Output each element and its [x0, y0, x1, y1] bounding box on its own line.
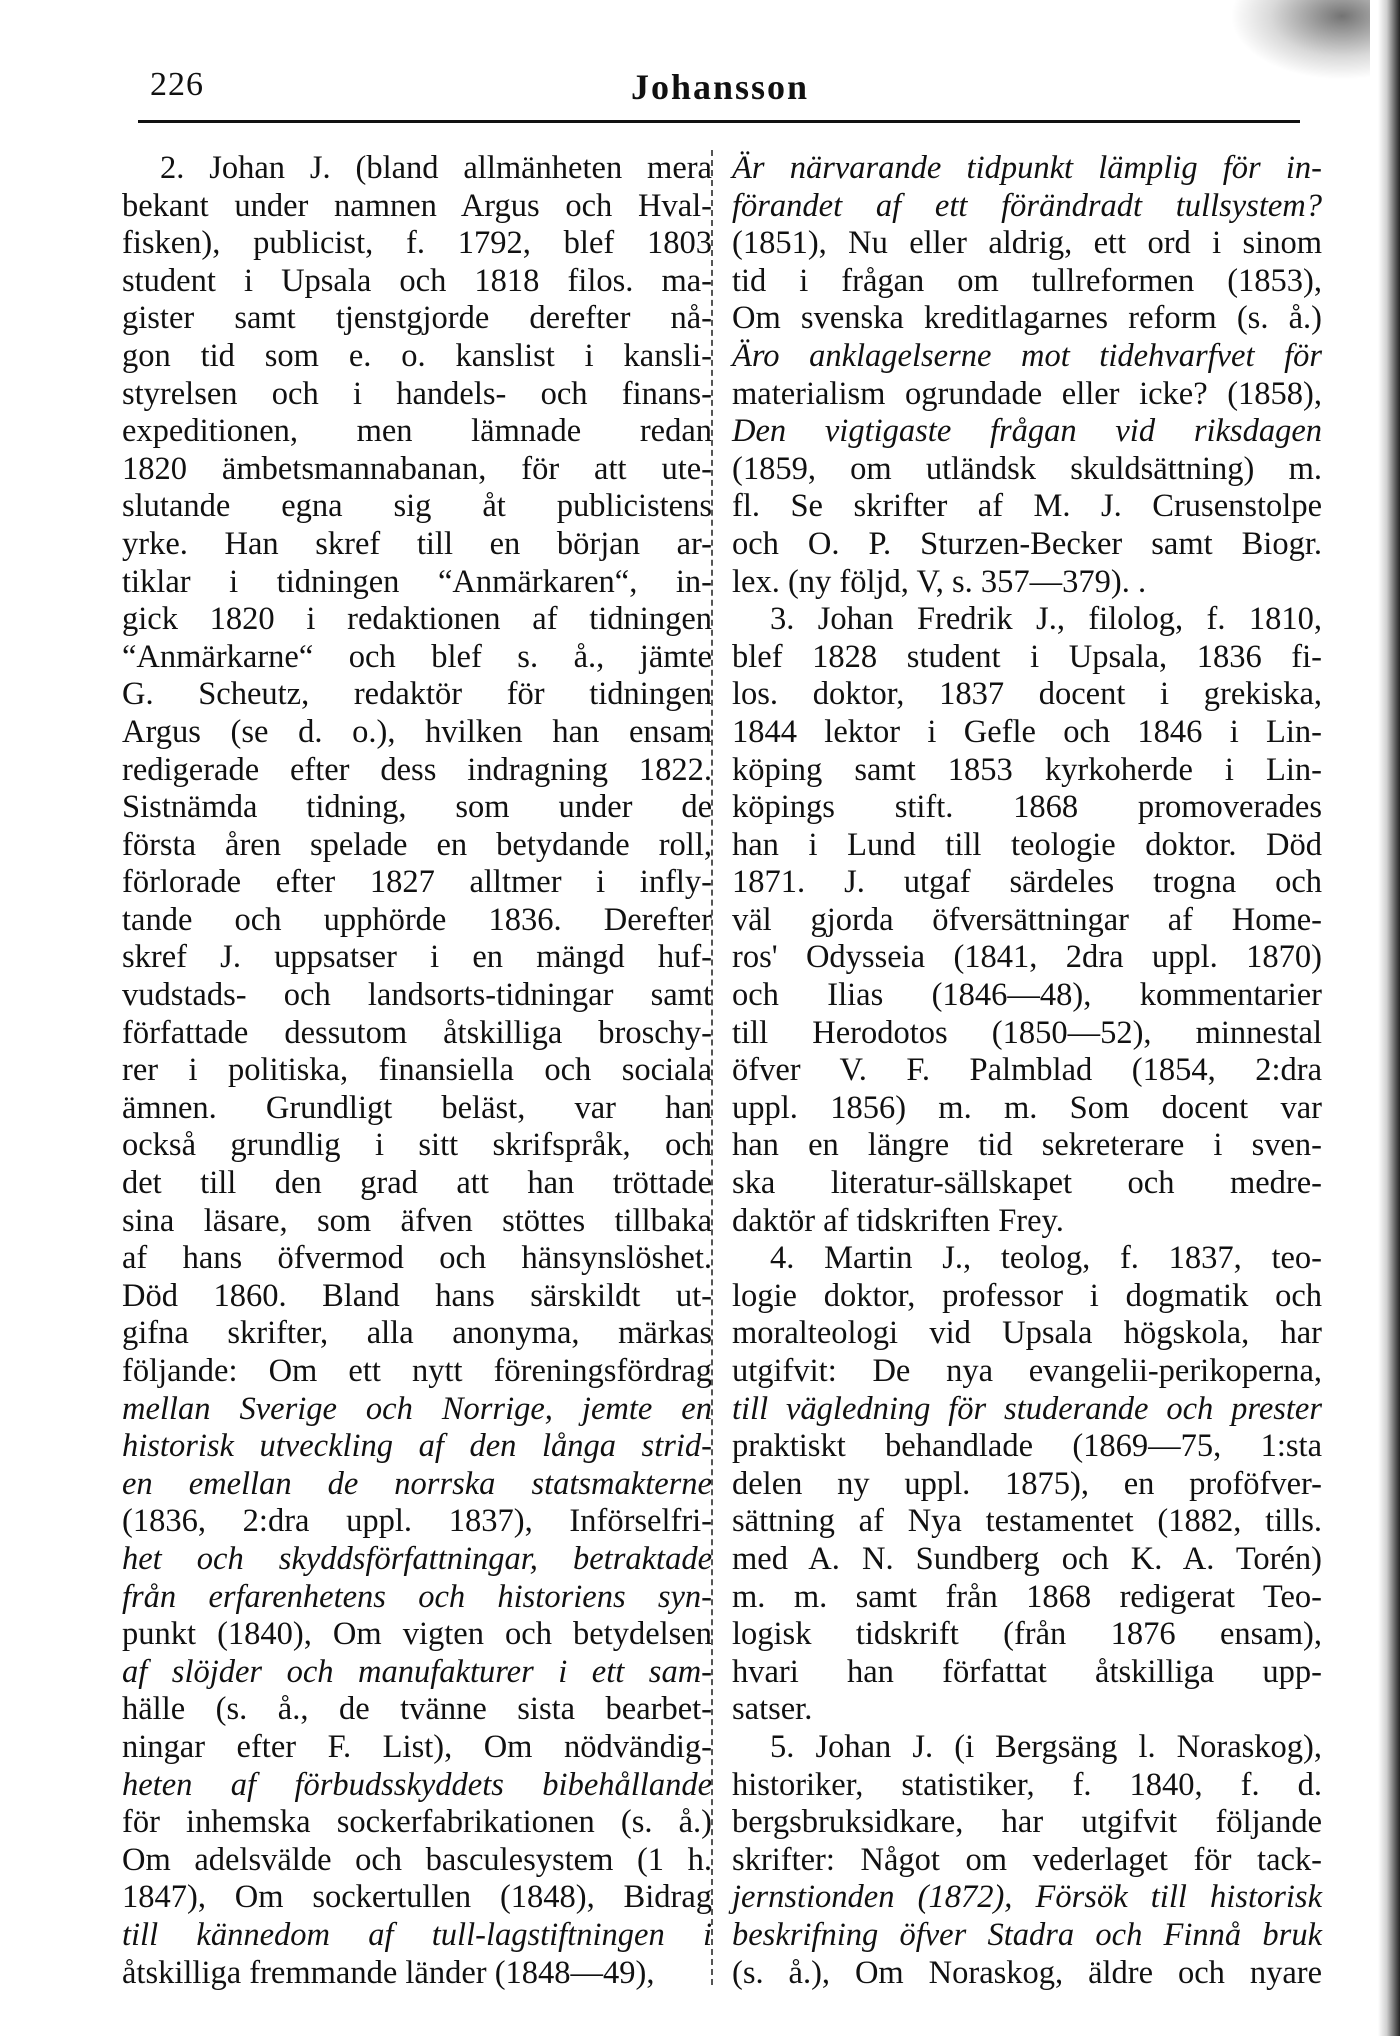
text-line: hälle (s. å., de tvänne sista bearbet-: [122, 1691, 712, 1728]
text-line: punkt (1840), Om vigten och betydelsen: [122, 1616, 712, 1653]
text-line: logie doktor, professor i dogmatik och: [732, 1277, 1322, 1314]
text-line: Argus (se d. o.), hvilken han ensam: [122, 713, 712, 750]
text-line: 4. Martin J., teolog, f. 1837, teo-: [770, 1240, 1322, 1277]
text-line: (1836, 2:dra uppl. 1837), Införselfri-: [122, 1503, 712, 1540]
text-line: moralteologi vid Upsala högskola, har: [732, 1315, 1322, 1352]
text-line: Om svenska kreditlagarnes reform (s. å.): [732, 300, 1322, 337]
text-line: bergsbruksidkare, har utgifvit följande: [732, 1804, 1322, 1841]
text-line: fisken), publicist, f. 1792, blef 1803: [122, 225, 712, 262]
text-line: delen ny uppl. 1875), en proföfver-: [732, 1465, 1322, 1502]
text-line: hvari han författat åtskilliga upp-: [732, 1653, 1322, 1690]
text-line: författade dessutom åtskilliga broschy-: [122, 1014, 712, 1051]
text-line: tiklar i tidningen “Anmärkaren“, in-: [122, 563, 712, 600]
header-rule: [138, 120, 1300, 123]
text-line: student i Upsala och 1818 filos. ma-: [122, 262, 712, 299]
text-line: Om adelsvälde och basculesystem (1 h.: [122, 1841, 712, 1878]
text-line: gister samt tjenstgjorde derefter nå-: [122, 300, 712, 337]
text-line: 5. Johan J. (i Bergsäng l. Noraskog),: [770, 1728, 1322, 1765]
text-line: för inhemska sockerfabrikationen (s. å.): [122, 1804, 712, 1841]
text-line: (1851), Nu eller aldrig, ett ord i sinom: [732, 225, 1322, 262]
text-line: skrifter: Något om vederlaget för tack-: [732, 1841, 1322, 1878]
text-line: mellan Sverige och Norrige, jemte en: [122, 1390, 712, 1427]
text-line: 1871. J. utgaf särdeles trogna och: [732, 864, 1322, 901]
page-header: [140, 66, 1300, 116]
text-line: och Ilias (1846—48), kommentarier: [732, 977, 1322, 1014]
text-line: uppl. 1856) m. m. Som docent var: [732, 1089, 1322, 1126]
text-line: styrelsen och i handels- och finans-: [122, 375, 712, 412]
text-line: ningar efter F. List), Om nödvändig-: [122, 1728, 712, 1765]
text-line: redigerade efter dess indragning 1822.: [122, 751, 712, 788]
text-line: ros' Odysseia (1841, 2dra uppl. 1870): [732, 939, 1322, 976]
text-line: af slöjder och manufakturer i ett sam-: [122, 1653, 712, 1690]
text-line: 3. Johan Fredrik J., filolog, f. 1810,: [770, 601, 1322, 638]
text-line: första åren spelade en betydande roll,: [122, 826, 712, 863]
text-line: han en längre tid sekreterare i sven-: [732, 1127, 1322, 1164]
text-line: 1820 ämbetsmannabanan, för att ute-: [122, 450, 712, 487]
text-line: en emellan de norrska statsmakterne: [122, 1465, 712, 1502]
text-line: 1844 lektor i Gefle och 1846 i Lin-: [732, 713, 1322, 750]
text-line: G. Scheutz, redaktör för tidningen: [122, 676, 712, 713]
text-line: väl gjorda öfversättningar af Home-: [732, 901, 1322, 938]
text-line: yrke. Han skref till en början ar-: [122, 525, 712, 562]
text-line: skref J. uppsatser i en mängd huf-: [122, 939, 712, 976]
text-line: 1847), Om sockertullen (1848), Bidrag: [122, 1879, 712, 1916]
text-line: ska literatur-sällskapet och medre-: [732, 1165, 1322, 1202]
text-line: gifna skrifter, alla anonyma, märkas: [122, 1315, 712, 1352]
text-line: gick 1820 i redaktionen af tidningen: [122, 601, 712, 638]
text-line: beskrifning öfver Stadra och Finnå bruk: [732, 1916, 1322, 1953]
text-line: m. m. samt från 1868 redigerat Teo-: [732, 1578, 1322, 1615]
text-line: Sistnämda tidning, som under de: [122, 789, 712, 826]
text-line: rer i politiska, finansiella och sociala: [122, 1052, 712, 1089]
running-head: Johansson: [630, 67, 810, 107]
text-line: blef 1828 student i Upsala, 1836 fi-: [732, 638, 1322, 675]
text-line: vudstads- och landsorts-tidningar samt: [122, 977, 712, 1014]
page-number: 226: [150, 66, 204, 103]
text-line: expeditionen, men lämnade redan: [122, 413, 712, 450]
text-line: sina läsare, som äfven stöttes tillbaka: [122, 1202, 712, 1239]
text-line: (1859, om utländsk skuldsättning) m.: [732, 450, 1322, 487]
text-line: fl. Se skrifter af M. J. Crusenstolpe: [732, 488, 1322, 525]
text-line: åtskilliga fremmande länder (1848—49),: [122, 1954, 655, 1991]
text-line: från erfarenhetens och historiens syn-: [122, 1578, 712, 1615]
text-line: tande och upphörde 1836. Derefter: [122, 901, 712, 938]
right-column: [732, 150, 1322, 1992]
text-line: het och skyddsförfattningar, betraktade: [122, 1540, 712, 1577]
text-line: köping samt 1853 kyrkoherde i Lin-: [732, 751, 1322, 788]
text-line: historiker, statistiker, f. 1840, f. d.: [732, 1766, 1322, 1803]
text-line: Den vigtigaste frågan vid riksdagen: [732, 413, 1322, 450]
text-line: logisk tidskrift (från 1876 ensam),: [732, 1616, 1322, 1653]
text-line: gon tid som e. o. kanslist i kansli-: [122, 337, 712, 374]
text-line: “Anmärkarne“ och blef s. å., jämte: [122, 638, 712, 675]
text-line: tid i frågan om tullreformen (1853),: [732, 262, 1322, 299]
text-line: satser.: [732, 1691, 813, 1728]
text-line: slutande egna sig åt publicistens: [122, 488, 712, 525]
text-line: till Herodotos (1850—52), minnestal: [732, 1014, 1322, 1051]
text-line: och O. P. Sturzen-Becker samt Biogr.: [732, 525, 1322, 562]
text-line: Äro anklagelserne mot tidehvarfvet för: [732, 337, 1322, 374]
column-divider: [711, 150, 713, 1985]
text-line: till vägledning för studerande och prester: [732, 1390, 1322, 1427]
text-line: 2. Johan J. (bland allmänheten mera: [160, 150, 712, 186]
text-line: förandet af ett förändradt tullsystem?: [732, 187, 1322, 224]
text-line: han i Lund till teologie doktor. Död: [732, 826, 1322, 863]
text-line: följande: Om ett nytt föreningsfördrag: [122, 1353, 712, 1389]
text-line: ämnen. Grundligt beläst, var han: [122, 1089, 712, 1126]
text-line: historisk utveckling af den långa strid-: [122, 1428, 712, 1465]
text-line: praktiskt behandlade (1869—75, 1:sta: [732, 1428, 1322, 1465]
text-line: daktör af tidskriften Frey.: [732, 1202, 1064, 1239]
text-line: det till den grad att han tröttade: [122, 1165, 712, 1202]
text-line: (s. å.), Om Noraskog, äldre och nyare: [732, 1954, 1322, 1991]
text-line: heten af förbudsskyddets bibehållande: [122, 1766, 712, 1803]
text-line: också grundlig i sitt skrifspråk, och: [122, 1127, 712, 1164]
text-line: materialism ogrundade eller icke? (1858),: [732, 375, 1322, 412]
text-line: lex. (ny följd, V, s. 357—379). .: [732, 563, 1147, 600]
text-line: los. doktor, 1837 docent i grekiska,: [732, 676, 1322, 713]
page-edge-shadow: [1378, 0, 1400, 2036]
text-line: jernstionden (1872), Försök till historisk: [732, 1879, 1322, 1916]
text-line: Är närvarande tidpunkt lämplig för in-: [732, 150, 1322, 186]
text-line: med A. N. Sundberg och K. A. Torén): [732, 1540, 1322, 1577]
text-line: till kännedom af tull-lagstiftningen i: [122, 1916, 712, 1953]
text-line: köpings stift. 1868 promoverades: [732, 789, 1322, 826]
text-line: öfver V. F. Palmblad (1854, 2:dra: [732, 1052, 1322, 1089]
text-line: utgifvit: De nya evangelii-perikoperna,: [732, 1353, 1322, 1389]
text-line: bekant under namnen Argus och Hval-: [122, 187, 712, 224]
left-column: [122, 150, 712, 1992]
text-line: sättning af Nya testamentet (1882, tills.: [732, 1503, 1322, 1540]
text-line: Död 1860. Bland hans särskildt ut-: [122, 1277, 712, 1314]
text-line: af hans öfvermod och hänsynslöshet.: [122, 1240, 712, 1277]
text-line: förlorade efter 1827 alltmer i infly-: [122, 864, 712, 901]
